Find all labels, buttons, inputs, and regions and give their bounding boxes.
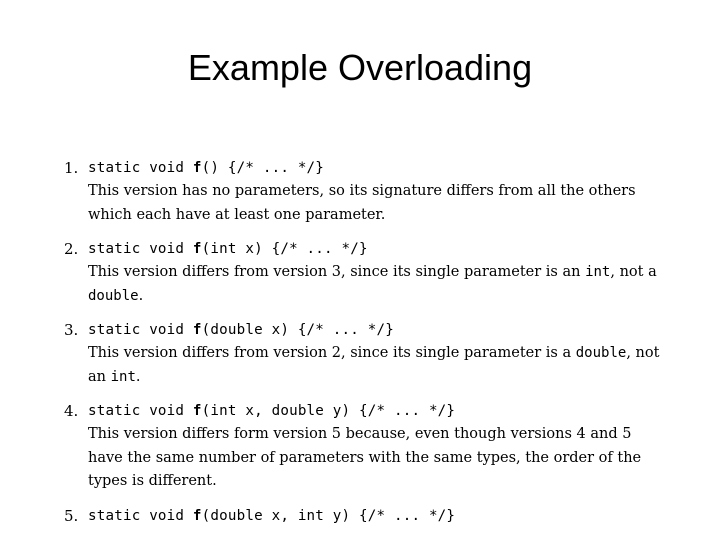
list-item	[60, 504, 660, 528]
item-number: 3.	[64, 321, 79, 339]
method-signature: static void f(int x, double y) {/* ... */}	[88, 403, 456, 419]
item-description: This version differs form version 5 because, even though versions 4 and 5 have the same number of parameters with the same types, the order of the types is different.	[88, 426, 642, 489]
inline-code: int	[110, 368, 136, 385]
method-signature: static void f() {/* ... */}	[88, 160, 325, 176]
slide-title: Example Overloading	[187, 47, 533, 88]
method-signature: static void f(int x) {/* ... */}	[88, 241, 368, 257]
item-description: This version differs from version 2, since its single parameter is a double, not an int.	[88, 345, 660, 385]
item-number: 5.	[64, 506, 79, 525]
inline-code: double	[88, 287, 139, 304]
inline-code: double	[575, 345, 627, 361]
item-description: This version has no parameters, so its signature differs from all the others which each have at least one parameter.	[88, 183, 636, 223]
method-signature: static void f(double x) {/* ... */}	[88, 322, 394, 338]
item-description: This version differs from version 3, since its single parameter is an int, not a double.	[88, 264, 657, 304]
list-item	[60, 399, 660, 494]
list-item	[60, 156, 660, 227]
item-number: 2.	[64, 240, 79, 258]
list-item	[60, 237, 660, 308]
item-number: 4.	[64, 402, 79, 420]
method-signature: static void f(double x, int y) {/* ... */}	[88, 507, 456, 524]
list-item	[60, 318, 660, 389]
overload-list	[60, 156, 660, 538]
inline-code: int	[585, 264, 611, 280]
item-number: 1.	[64, 159, 79, 177]
